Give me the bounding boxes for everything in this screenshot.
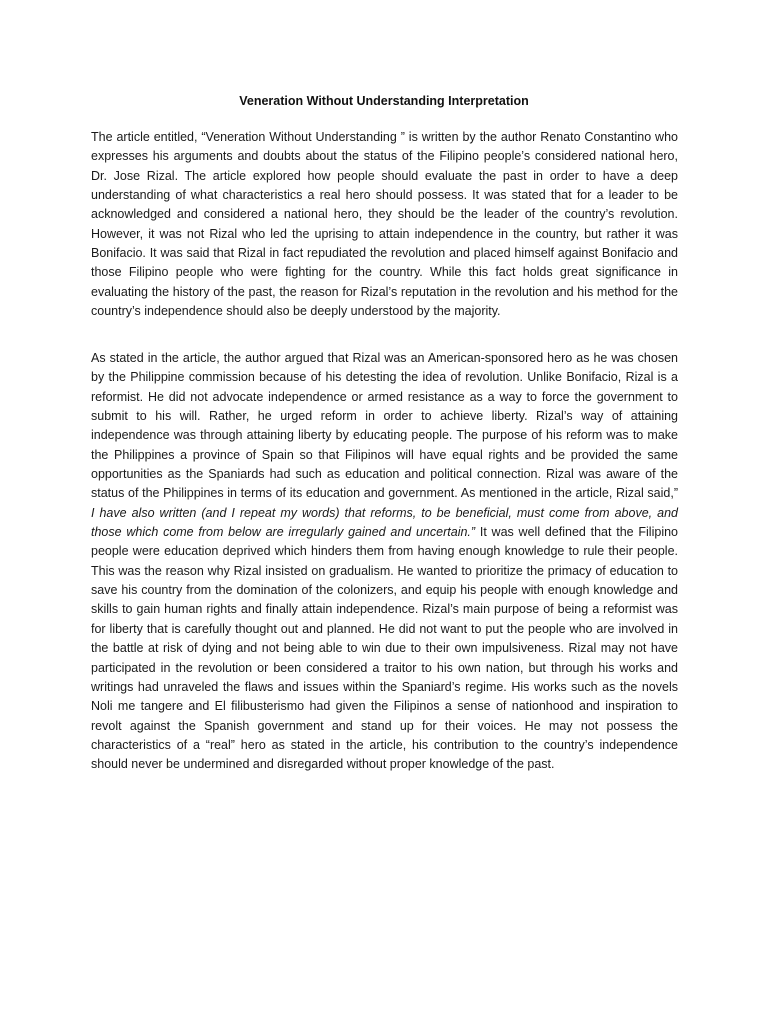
paragraph-1: The article entitled, “Veneration Without Understanding ” is written by the author Renato Constantino who expresses his arguments and doubts about the status of the Filipino people’s considered national hero, Dr. Jose Rizal. The article explored how people should evaluate the past in order to have a deep understanding of what characteristics a real hero should possess. It was stated that for a leader to be acknowledged and considered a national hero, they should be the leader of the country’s revolution. However, it was not Rizal who led the uprising to attain independence in the country, but rather it was Bonifacio. It was said that Rizal in fact repudiated the revolution and placed himself against Bonifacio and those Filipino people who were fighting for the country. While this fact holds great significance in evaluating the history of the past, the reason for Rizal’s reputation in the revolution and his method for the country’s independence should also be deeply understood by the majority. bbox=[91, 130, 678, 319]
paragraph-2-conclusion-text: It was well defined that the Filipino people were education deprived which hinders them from having enough knowledge to rule their people. This was the reason why Rizal insisted on gradualism. He wanted to prioritize the primacy of education to save his country from the domination of the colonizers, and equip his people with enough knowledge and skills to gain human rights and finally attain independence. Rizal’s main purpose of being a reformist was for liberty that is carefully thought out and planned. He did not want to put the people who are involved in the battle at risk of dying and not being able to win due to their own impulsiveness. Rizal may not have participated in the revolution or been considered a traitor to his own nation, but through his works and writings had unraveled the flaws and issues within the Spaniard’s regime. His works such as the novels Noli me tangere and El filibusterismo had given the Filipinos a sense of nationhood and inspiration to revolt against the Spanish government and stand up for their voices. He may not possess the characteristics of a “real” hero as stated in the article, his contribution to the country’s independence should never be undermined and disregarded without proper knowledge of the past. bbox=[91, 525, 678, 772]
document-title: Veneration Without Understanding Interpretation bbox=[239, 94, 529, 108]
rizal-quote: I have also written (and I repeat my words) that reforms, to be beneficial, must come from above, and those which come from below are irregularly gained and uncertain.” bbox=[91, 505, 678, 540]
paragraph-2 bbox=[91, 349, 678, 775]
paragraph-2-intro-text: As stated in the article, the author argued that Rizal was an American-sponsored hero as he was chosen by the Philippine commission because of his detesting the idea of revolution. Unlike Bonifacio, Rizal is a reformist. He did not advocate independence or armed resistance as a way to force the government to submit to his will. Rather, he urged reform in order to achieve liberty. Rizal’s way of attaining independence was through attaining liberty by educating people. The purpose of his reform was to make the Philippines a province of Spain so that Filipinos will have equal rights and be provided the same opportunities as the Spaniards had such as education and political connection. Rizal was aware of the status of the Philippines in terms of its education and government. As mentioned in the article, Rizal said,” bbox=[91, 351, 678, 501]
